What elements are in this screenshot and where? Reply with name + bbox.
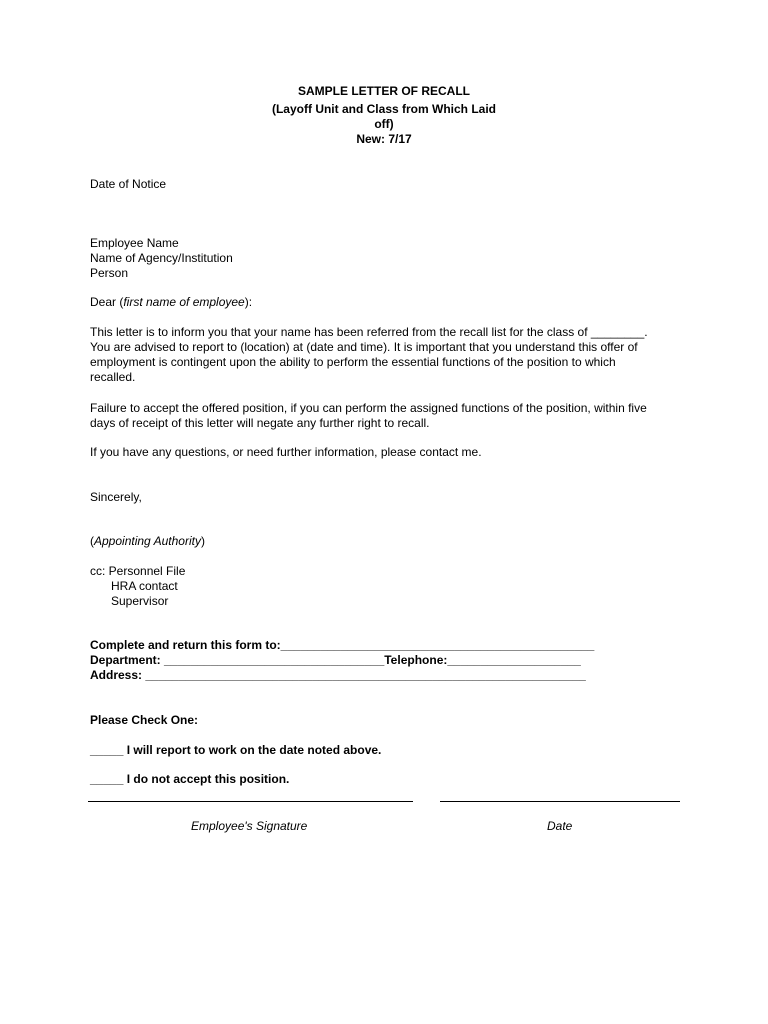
salutation-suffix: ): — [244, 295, 253, 309]
paragraph-line: recalled. — [90, 370, 136, 384]
paragraph-failure-to-accept — [90, 401, 690, 431]
cc-list — [90, 564, 680, 609]
address-block — [90, 236, 680, 281]
document-title: SAMPLE LETTER OF RECALL — [298, 84, 470, 98]
paragraph-line: employment is contingent upon the ability to perform the essential functions of the position to which — [90, 355, 616, 369]
date-line[interactable] — [440, 801, 680, 802]
signer — [90, 534, 680, 549]
signature-line[interactable] — [88, 801, 413, 802]
closing: Sincerely, — [90, 490, 142, 504]
signer-suffix: ) — [200, 534, 205, 548]
return-form-section — [90, 638, 680, 683]
address-agency: Name of Agency/Institution — [90, 251, 233, 265]
check-heading: Please Check One: — [90, 713, 199, 727]
cc-hra-contact: HRA contact — [111, 579, 178, 593]
cc-supervisor: Supervisor — [111, 594, 169, 608]
salutation-prefix: Dear ( — [90, 295, 124, 309]
return-to-field[interactable]: Complete and return this form to:_______________________________________________ — [90, 638, 595, 652]
paragraph-recall-notice — [90, 325, 690, 385]
paragraph-contact: If you have any questions, or need further information, please contact me. — [90, 445, 482, 459]
address-person: Person — [90, 266, 129, 280]
address-field[interactable]: Address: __________________________________________________________________ — [90, 668, 586, 682]
paragraph-line: This letter is to inform you that your name has been referred from the recall list for the class of ________. — [90, 325, 648, 339]
signer-title: Appointing Authority — [94, 534, 201, 548]
employee-signature-label: Employee's Signature — [191, 819, 308, 833]
date-label: Date — [547, 819, 573, 833]
address-employee-name: Employee Name — [90, 236, 179, 250]
salutation-placeholder: first name of employee — [123, 295, 245, 309]
paragraph-line: Failure to accept the offered position, if you can perform the assigned functions of the position, within five — [90, 401, 647, 415]
cc-personnel-file: cc: Personnel File — [90, 564, 186, 578]
paragraph-line: days of receipt of this letter will negate any further right to recall. — [90, 416, 430, 430]
paragraph-line: You are advised to report to (location) at (date and time). It is important that you understand this offer of — [90, 340, 638, 354]
salutation — [90, 295, 680, 310]
option-do-not-accept[interactable]: _____ I do not accept this position. — [90, 772, 290, 786]
date-of-notice: Date of Notice — [90, 177, 167, 191]
document-subtitle-line-2: off) — [374, 117, 394, 131]
document-subtitle-line-1: (Layoff Unit and Class from Which Laid — [271, 102, 496, 116]
option-will-report[interactable]: _____ I will report to work on the date noted above. — [90, 743, 382, 757]
signer-prefix: ( — [90, 534, 94, 548]
department-telephone-field[interactable]: Department: _________________________________Telephone:____________________ — [90, 653, 581, 667]
document-version: New: 7/17 — [356, 132, 412, 146]
